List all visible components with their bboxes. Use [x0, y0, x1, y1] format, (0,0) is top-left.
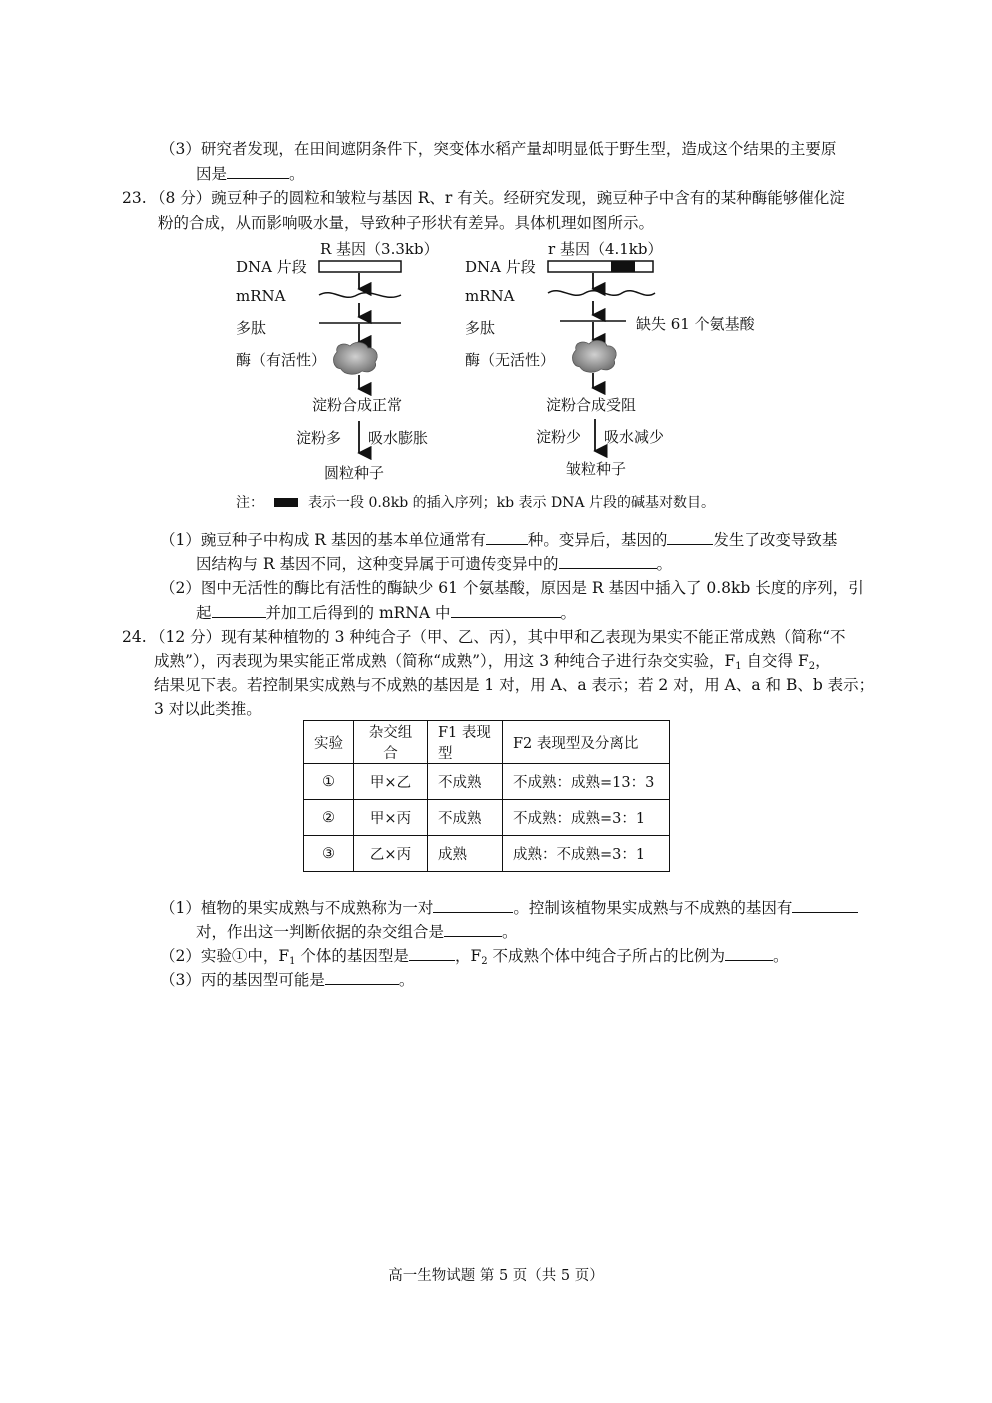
- table-cell: 成熟: [428, 836, 503, 872]
- left-peptide-label: 多肽: [236, 319, 267, 337]
- q23-number: 23.: [122, 189, 147, 207]
- right-starch-amount: 淀粉少: [536, 428, 582, 446]
- table-row: [304, 836, 670, 872]
- q24-line2: 成熟”），丙表现为果实能正常成熟（简称“成熟”），用这 3 种纯合子进行杂交实验，$F_1$ 自交得 $F_2$，: [154, 652, 831, 672]
- q24-line4: 3 对以此类推。: [154, 700, 262, 718]
- right-dna-label: DNA 片段: [465, 258, 536, 276]
- table-header-cell: 杂交组合: [354, 721, 428, 764]
- q24-number: 24.: [122, 628, 147, 646]
- q22-3-line1: （3）研究者发现，在田间遮阴条件下，突变体水稻产量却明显低于野生型，造成这个结果的主要原: [160, 140, 837, 158]
- answer-blank[interactable]: [212, 602, 266, 618]
- right-peptide-label: 多肽: [465, 319, 496, 337]
- q23-intro-line1: （8 分）豌豆种子的圆粒和皱粒与基因 R、r 有关。经研究发现，豌豆种子中含有的某种酶能够催化淀: [150, 189, 845, 207]
- q23-1-line2: 因结构与 R 基因不同，这种变异属于可遗传变异中的 。: [196, 555, 673, 573]
- note-label: 注：: [236, 495, 264, 511]
- left-dna-label: DNA 片段: [236, 258, 307, 276]
- right-missing-label: 缺失 61 个氨基酸: [636, 315, 755, 333]
- note-text: 表示一段 0.8kb 的插入序列；kb 表示 DNA 片段的碱基对数目。: [308, 495, 715, 511]
- q24-3-line: （3）丙的基因型可能是 。: [160, 971, 415, 989]
- right-water-label: 吸水减少: [604, 428, 665, 446]
- answer-blank[interactable]: [409, 945, 455, 961]
- right-seed-label: 皱粒种子: [566, 460, 627, 478]
- right-starch-synthesis: 淀粉合成受阻: [546, 396, 637, 414]
- table-row: [304, 800, 670, 836]
- left-water-label: 吸水膨胀: [368, 429, 429, 447]
- right-gene-title: r 基因（4.1kb）: [548, 240, 663, 258]
- table-cell: 不成熟：成熟=3：1: [503, 800, 670, 836]
- answer-blank[interactable]: [559, 553, 657, 569]
- page-footer: 高一生物试题 第 5 页（共 5 页）: [388, 1268, 604, 1284]
- left-seed-label: 圆粒种子: [324, 464, 385, 482]
- table-cell: ①: [304, 764, 354, 800]
- dna-segment-r: [548, 261, 653, 272]
- legend-insertion-block: [274, 498, 298, 507]
- table-row: [304, 764, 670, 800]
- results-table: [303, 720, 670, 872]
- table-header-row: [304, 721, 670, 764]
- mrna-wave-left: [319, 293, 401, 298]
- enzyme-active-blob: [334, 342, 378, 374]
- enzyme-inactive-blob: [573, 340, 617, 372]
- q24-line1: （12 分）现有某种植物的 3 种纯合子（甲、乙、丙），其中甲和乙表现为果实不能正常成熟（简称“不: [150, 628, 846, 646]
- q23-1-line1: （1）豌豆种子中构成 R 基因的基本单位通常有 种。变异后，基因的 发生了改变导致基: [160, 531, 838, 549]
- left-gene-title: R 基因（3.3kb）: [320, 240, 439, 258]
- left-starch-synthesis: 淀粉合成正常: [312, 396, 403, 414]
- q22-3-line2: 因是 。: [196, 165, 305, 183]
- table-cell: ③: [304, 836, 354, 872]
- left-enzyme-label: 酶（有活性）: [236, 351, 327, 369]
- q23-2-line2: 起 并加工后得到的 mRNA 中 。: [196, 604, 577, 622]
- table-cell: ②: [304, 800, 354, 836]
- right-enzyme-label: 酶（无活性）: [465, 351, 556, 369]
- q24-1-line1: （1）植物的果实成熟与不成熟称为一对 。控制该植物果实成熟与不成熟的基因有: [160, 897, 858, 918]
- table-header-cell: F2 表现型及分离比: [503, 721, 670, 764]
- q24-line3: 结果见下表。若控制果实成熟与不成熟的基因是 1 对，用 A、a 表示；若 2 对，用 A、a 和 B、b 表示；: [154, 676, 875, 694]
- table-cell: 不成熟: [428, 764, 503, 800]
- answer-blank[interactable]: [433, 897, 513, 913]
- right-mrna-label: mRNA: [465, 287, 515, 305]
- answer-blank[interactable]: [792, 897, 858, 913]
- answer-blank[interactable]: [667, 529, 713, 545]
- table-cell: 乙×丙: [354, 836, 428, 872]
- q24-2-line: （2）实验①中，$F_1$ 个体的基因型是 ，$F_2$ 不成熟个体中纯合子所占的比例为 。: [160, 947, 789, 967]
- answer-blank[interactable]: [444, 921, 502, 937]
- dna-segment-R: [319, 261, 401, 272]
- answer-blank[interactable]: [486, 529, 528, 545]
- table-cell: 不成熟: [428, 800, 503, 836]
- left-starch-amount: 淀粉多: [296, 429, 342, 447]
- q23-intro-line2: 粉的合成，从而影响吸水量，导致种子形状有差异。具体机理如图所示。: [158, 214, 655, 232]
- table-cell: 不成熟：成熟=13：3: [503, 764, 670, 800]
- table-cell: 甲×乙: [354, 764, 428, 800]
- answer-blank[interactable]: [725, 945, 773, 961]
- answer-blank[interactable]: [325, 969, 399, 985]
- mrna-wave-right: [548, 291, 655, 296]
- q23-2-line1: （2）图中无活性的酶比有活性的酶缺少 61 个氨基酸，原因是 R 基因中插入了 0.8kb 长度的序列，引: [160, 579, 864, 597]
- q24-1-line2: 对，作出这一判断依据的杂交组合是 。: [196, 923, 518, 941]
- insertion-sequence: [611, 261, 635, 272]
- table-cell: 甲×丙: [354, 800, 428, 836]
- table-header-cell: F1 表现型: [428, 721, 503, 764]
- table-cell: 成熟：不成熟=3：1: [503, 836, 670, 872]
- answer-blank[interactable]: [451, 602, 561, 618]
- left-mrna-label: mRNA: [236, 287, 286, 305]
- gene-expression-diagram: [0, 0, 992, 530]
- table-header-cell: 实验: [304, 721, 354, 764]
